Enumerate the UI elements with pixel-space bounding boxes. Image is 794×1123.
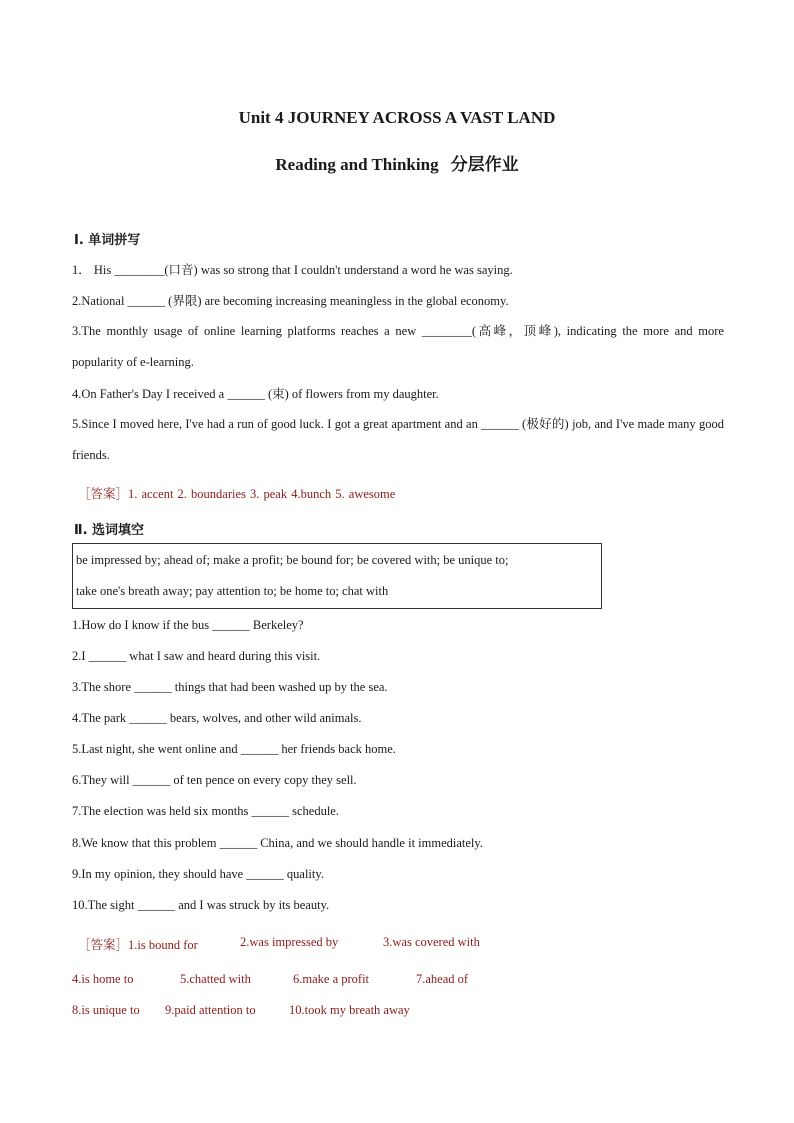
section2-answer-8: 8.is unique to xyxy=(72,1003,140,1017)
fill-item-10: 10.The sight ______ and I was struck by its beauty. xyxy=(72,898,330,912)
section1-answer: ［答案］1. accent 2. boundaries 3. peak 4.bunch 5. awesome xyxy=(78,487,396,501)
fill-item-2: 2.I ______ what I saw and heard during this visit. xyxy=(72,649,321,663)
spelling-item-3: 3.The monthly usage of online learning platforms reaches a new ________(高峰，顶峰), indicating the more and more popularity of e-learning. xyxy=(72,324,724,369)
word-bank-line-2: take one's breath away; pay attention to; be home to; chat with xyxy=(76,584,389,598)
section2-answer-10: 10.took my breath away xyxy=(289,1003,410,1017)
section2-answer-2: 2.was impressed by xyxy=(240,935,339,949)
section2-answer-7: 7.ahead of xyxy=(416,972,469,986)
section2-answer-1: ［答案］1.is bound for xyxy=(78,938,198,952)
spelling-item-4: 4.On Father's Day I received a ______ (束) of flowers from my daughter. xyxy=(72,387,439,401)
section2-answer-9: 9.paid attention to xyxy=(165,1003,256,1017)
section2-answer-3: 3.was covered with xyxy=(383,935,480,949)
fill-item-3: 3.The shore ______ things that had been washed up by the sea. xyxy=(72,680,388,694)
fill-item-9: 9.In my opinion, they should have ______ quality. xyxy=(72,867,324,881)
word-bank-line-1: be impressed by; ahead of; make a profit; be bound for; be covered with; be unique to; xyxy=(76,553,509,567)
spelling-item-2: 2.National ______ (界限) are becoming increasing meaningless in the global economy. xyxy=(72,294,509,308)
section1-heading: Ⅰ. 单词拼写 xyxy=(74,233,141,248)
fill-item-8: 8.We know that this problem ______ China, and we should handle it immediately. xyxy=(72,836,483,850)
section2-answer-4: 4.is home to xyxy=(72,972,134,986)
section2-answer-6: 6.make a profit xyxy=(293,972,370,986)
section2-answer-5: 5.chatted with xyxy=(180,972,251,986)
spelling-item-1: 1． His ________(口音) was so strong that I couldn't understand a word he was saying. xyxy=(72,263,513,277)
spelling-item-5: 5.Since I moved here, I've had a run of good luck. I got a great apartment and an ______ (极好的) job, and I've made many good friends. xyxy=(72,417,724,462)
fill-item-5: 5.Last night, she went online and ______ her friends back home. xyxy=(72,742,396,756)
document-title: Unit 4 JOURNEY ACROSS A VAST LAND xyxy=(238,108,556,127)
word-bank-box xyxy=(72,543,602,609)
subtitle-chinese: 分层作业 xyxy=(450,155,519,175)
document-subtitle xyxy=(0,150,794,175)
fill-item-6: 6.They will ______ of ten pence on every copy they sell. xyxy=(72,773,357,787)
section2-heading: Ⅱ. 选词填空 xyxy=(74,523,145,538)
fill-item-7: 7.The election was held six months ______ schedule. xyxy=(72,804,339,818)
fill-item-1: 1.How do I know if the bus ______ Berkeley? xyxy=(72,618,304,632)
subtitle-english: Reading and Thinking xyxy=(275,155,439,174)
fill-item-4: 4.The park ______ bears, wolves, and other wild animals. xyxy=(72,711,362,725)
